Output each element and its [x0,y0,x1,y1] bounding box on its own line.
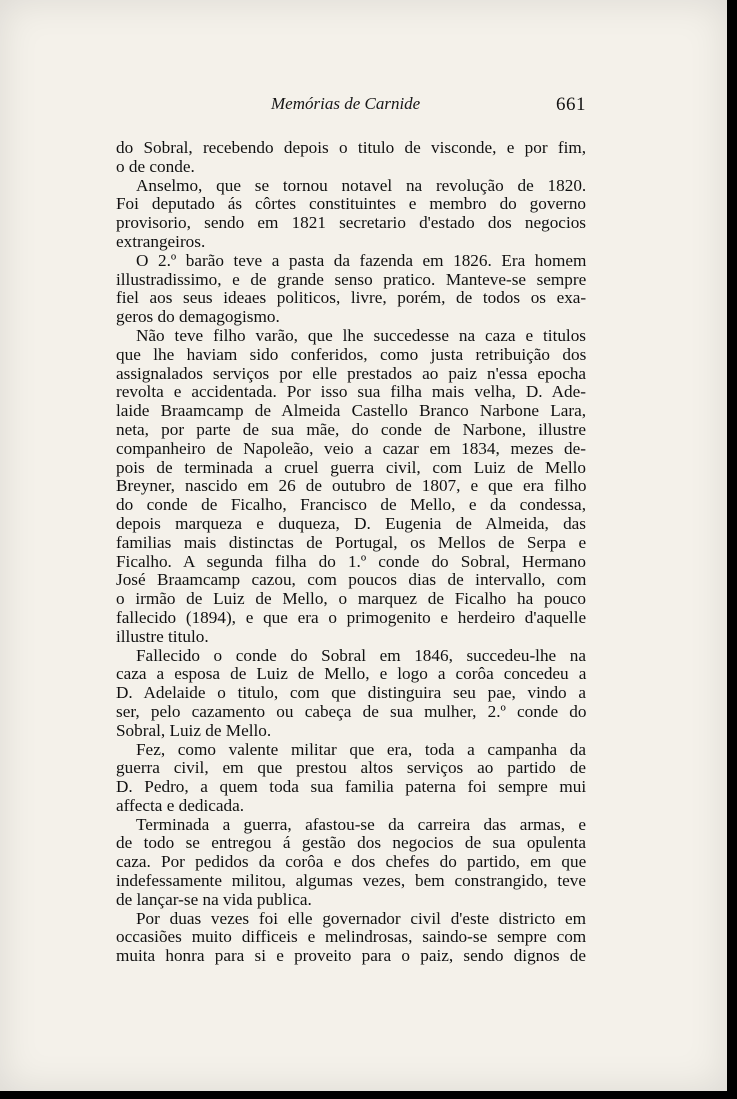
text-line: assignalados serviços por elle prestados ao paiz n'essa epocha [116,363,587,383]
text-line: Ficalho. A segunda filha do 1.º conde do Sobral, Hermano [116,551,586,571]
text-line: familias mais distinctas de Portugal, os Mellos de Serpa e [116,532,587,552]
text-line: muita honra para si e proveito para o paiz, sendo dignos de [116,946,586,966]
running-title: Memórias de Carnide [271,94,421,113]
paragraph [116,910,586,966]
paragraph [116,816,586,910]
text-line: O 2.º barão teve a pasta da fazenda em 1826. Era homem [136,250,587,270]
text-line: D. Adelaide o titulo, com que distinguira seu pae, vindo a [116,683,586,703]
text-line: fallecido (1894), e que era o primogenito e herdeiro d'aquelle [116,607,587,627]
text-line: José Braamcamp cazou, com poucos dias de intervallo, com [116,570,587,590]
text-line: Sobral, Luiz de Mello. [116,720,272,740]
text-line: de todo se entregou á gestão dos negocios de sua opulenta [116,833,587,853]
text-line: do conde de Ficalho, Francisco de Mello, e da condessa, [116,495,586,515]
text-line: D. Pedro, a quem toda sua familia paterna foi sempre mui [116,777,587,797]
text-line: do Sobral, recebendo depois o titulo de visconde, e por fim, [116,138,587,157]
text-line: de lançar-se na vida publica. [116,889,312,909]
text-line: indefessamente militou, algumas vezes, bem constrangido, teve [116,871,586,891]
text-line: o irmão de Luiz de Mello, o marquez de Ficalho ha pouco [116,589,586,609]
text-line: Fallecido o conde do Sobral em 1846, succedeu-lhe na [136,645,586,665]
text-line: que lhe haviam sido conferidos, como justa retribuição dos [116,344,587,364]
running-header [116,94,586,120]
text-line: depois marqueza e duqueza, D. Eugenia de Almeida, das [116,513,586,533]
text-line: neta, por parte de sua mãe, do conde de Narbone, illustre [116,419,586,439]
text-line: guerra civil, em que prestou altos serviços ao partido de [116,758,586,778]
text-line: Por duas vezes foi elle governador civil d'este districto em [136,908,586,928]
text-line: affecta e dedicada. [116,795,245,815]
text-line: pois de terminada a cruel guerra civil, com Luiz de Mello [116,457,586,477]
text-line: geros do demagogismo. [116,307,280,327]
paragraph [116,139,586,177]
text-line: Não teve filho varão, que lhe succedesse na caza e titulos [136,325,586,345]
paragraph [116,647,586,741]
text-line: provisorio, sendo em 1821 secretario d'estado dos negocios [116,213,586,233]
text-line: companheiro de Napoleão, veio a cazar em 1834, mezes de- [116,438,586,458]
text-line: revolta e accidentada. Por isso sua filha mais velha, D. Ade- [116,382,586,402]
text-line: illustradissimo, e de grande senso pratico. Manteve-se sempre [116,269,587,289]
body-text [116,139,586,966]
paragraph [116,177,586,252]
text-line: fiel aos seus ideaes politicos, livre, porém, de todos os exa- [116,288,587,308]
text-line: caza. Por pedidos da corôa e dos chefes do partido, em que [116,852,587,872]
scan-border-bottom [0,1091,737,1099]
paragraph [116,252,586,327]
paragraph [116,741,586,816]
text-line: Anselmo, que se tornou notavel na revolução de 1820. [136,175,587,195]
scan-border-right [727,0,737,1099]
text-line: extrangeiros. [116,231,206,251]
paragraph [116,327,586,647]
page-number: 661 [556,94,586,115]
text-line: occasiões muito difficeis e melindrosas, saindo-se sempre com [116,927,587,947]
text-line: Terminada a guerra, afastou-se da carreira das armas, e [136,814,586,834]
text-line: Fez, como valente militar que era, toda a campanha da [136,739,586,759]
text-line: caza a esposa de Luiz de Mello, e logo a corôa concedeu a [116,664,587,684]
text-line: o de conde. [116,156,195,176]
text-line: illustre titulo. [116,626,209,646]
text-line: ser, pelo cazamento ou cabeça de sua mulher, 2.º conde do [116,701,587,721]
text-line: Foi deputado ás côrtes constituintes e membro do governo [116,194,587,214]
text-line: laide Braamcamp de Almeida Castello Branco Narbone Lara, [116,401,586,421]
text-line: Breyner, nascido em 26 de outubro de 1807, e que era filho [116,476,587,496]
